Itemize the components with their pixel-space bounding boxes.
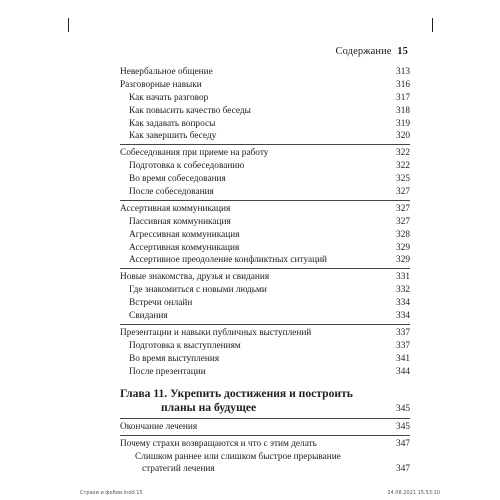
toc-entry-title: После собеседования (129, 187, 214, 197)
toc-entry-title: Разговорные навыки (120, 79, 202, 90)
divider (120, 418, 410, 419)
toc-entry (120, 147, 410, 160)
toc-entry-title: Презентации и навыки публичных выступлений (120, 327, 312, 338)
divider (120, 435, 410, 436)
toc-entry-page: 345 (396, 422, 410, 433)
toc-entry-title: Собеседования при приеме на работу (120, 148, 269, 159)
toc-entry-page: 337 (396, 327, 410, 338)
table-of-contents (120, 66, 410, 476)
toc-entry (120, 203, 410, 216)
print-footer (80, 490, 440, 496)
toc-entry-page: 317 (396, 92, 410, 103)
toc-entry (120, 66, 410, 79)
toc-entry (120, 216, 410, 229)
toc-entry-page: 320 (396, 131, 410, 142)
toc-entry-title: Как повысить качество беседы (129, 105, 251, 116)
toc-entry-page: 327 (396, 187, 410, 197)
toc-entry (120, 340, 410, 353)
toc-group (120, 66, 410, 143)
toc-group (120, 147, 410, 199)
toc-entry-page: 347 (396, 464, 410, 475)
toc-entry-title: Почему страхи возвращаются и что с этим делать (120, 439, 317, 450)
toc-entry-title: Как завершить беседу (129, 131, 217, 142)
divider (120, 200, 410, 201)
toc-entry-title: Ассертивное преодоление конфликтных ситуаций (129, 255, 328, 266)
toc-entry (120, 353, 410, 366)
chapter-page: 345 (396, 404, 410, 415)
chapter-title-line-1: Глава 11. Укрепить достижения и построить (120, 387, 353, 401)
toc-group (120, 271, 410, 323)
toc-entry-title: Ассертивная коммуникация (120, 203, 231, 214)
toc-entry (120, 160, 410, 173)
toc-entry-title: Как начать разговор (129, 92, 209, 103)
toc-entry-page: 331 (396, 272, 410, 283)
toc-entry-page: 316 (396, 79, 410, 90)
chapter-title-line-2: планы на будущее (161, 401, 257, 415)
toc-entry-title: Встречи онлайн (129, 298, 193, 309)
toc-group (120, 327, 410, 379)
toc-entry-title: После презентации (129, 366, 206, 377)
toc-entry-title: Подготовка к собеседованию (129, 161, 245, 172)
toc-entry-page: 327 (396, 203, 410, 214)
toc-entry-title: Новые знакомства, друзья и свидания (120, 272, 270, 283)
toc-entry (120, 271, 410, 284)
footer-file: Страхи и фобии.indd 15 (80, 490, 143, 496)
toc-entry-page: 347 (396, 439, 410, 450)
running-head-title: Содержание (335, 46, 392, 57)
crop-mark (68, 18, 69, 32)
toc-entry-page: 328 (396, 229, 410, 240)
toc-entry (120, 242, 410, 255)
toc-entry-title: Агрессивная коммуникация (129, 229, 240, 240)
toc-entry-page: 334 (396, 310, 410, 321)
running-head (336, 46, 408, 57)
toc-group (120, 438, 410, 451)
toc-entry-title: Пассивная коммуникация (129, 216, 231, 227)
toc-entry-title: Где знакомиться с новыми людьми (129, 285, 267, 296)
divider (120, 144, 410, 145)
toc-entry-page: 327 (396, 216, 410, 227)
divider (120, 268, 410, 269)
toc-entry (120, 229, 410, 242)
footer-timestamp: 24.08.2021 15:53:10 (387, 490, 440, 496)
toc-entry (120, 130, 410, 143)
toc-entry-title: Подготовка к выступлениям (129, 340, 241, 351)
toc-entry-wrapped (120, 451, 410, 476)
toc-entry (120, 327, 410, 340)
toc-group (120, 203, 410, 267)
toc-entry-page: 322 (396, 161, 410, 172)
toc-entry (120, 284, 410, 297)
toc-entry-page: 344 (396, 366, 410, 377)
toc-entry (120, 421, 410, 434)
toc-entry (120, 92, 410, 105)
toc-entry-title-line-2: стратегий лечения (142, 464, 215, 475)
page-number: 15 (397, 46, 408, 57)
toc-entry-title: Свидания (129, 310, 168, 321)
toc-entry-title: Ассертивная коммуникация (129, 242, 240, 253)
toc-entry (120, 438, 410, 451)
chapter-heading (120, 387, 410, 415)
toc-entry (120, 105, 410, 118)
toc-entry-page: 329 (396, 242, 410, 253)
toc-entry-title: Во время собеседования (129, 174, 226, 185)
toc-entry-page: 341 (396, 353, 410, 364)
crop-mark (432, 18, 433, 32)
toc-entry-page: 332 (396, 285, 410, 296)
toc-entry-title: Во время выступления (129, 353, 220, 364)
toc-entry-page: 329 (396, 255, 410, 266)
toc-entry-title: Как задавать вопросы (129, 118, 216, 129)
toc-entry (120, 254, 410, 267)
toc-entry (120, 118, 410, 131)
toc-entry-page: 325 (396, 174, 410, 185)
toc-group (120, 421, 410, 434)
toc-entry (120, 186, 410, 199)
toc-entry (120, 366, 410, 379)
toc-entry (120, 310, 410, 323)
toc-entry-page: 322 (396, 148, 410, 159)
toc-entry-page: 334 (396, 298, 410, 309)
toc-entry-page: 318 (396, 105, 410, 116)
toc-entry-page: 319 (396, 118, 410, 129)
toc-entry (120, 79, 410, 92)
toc-entry-title-line-1: Слишком раннее или слишком быстрое прерывание (135, 452, 341, 463)
toc-entry-title: Невербальное общение (120, 67, 213, 77)
toc-entry-page: 313 (396, 67, 410, 77)
divider (120, 324, 410, 325)
toc-entry-page: 337 (396, 340, 410, 351)
toc-entry-title: Окончание лечения (120, 422, 198, 433)
toc-entry (120, 173, 410, 186)
toc-entry (120, 297, 410, 310)
